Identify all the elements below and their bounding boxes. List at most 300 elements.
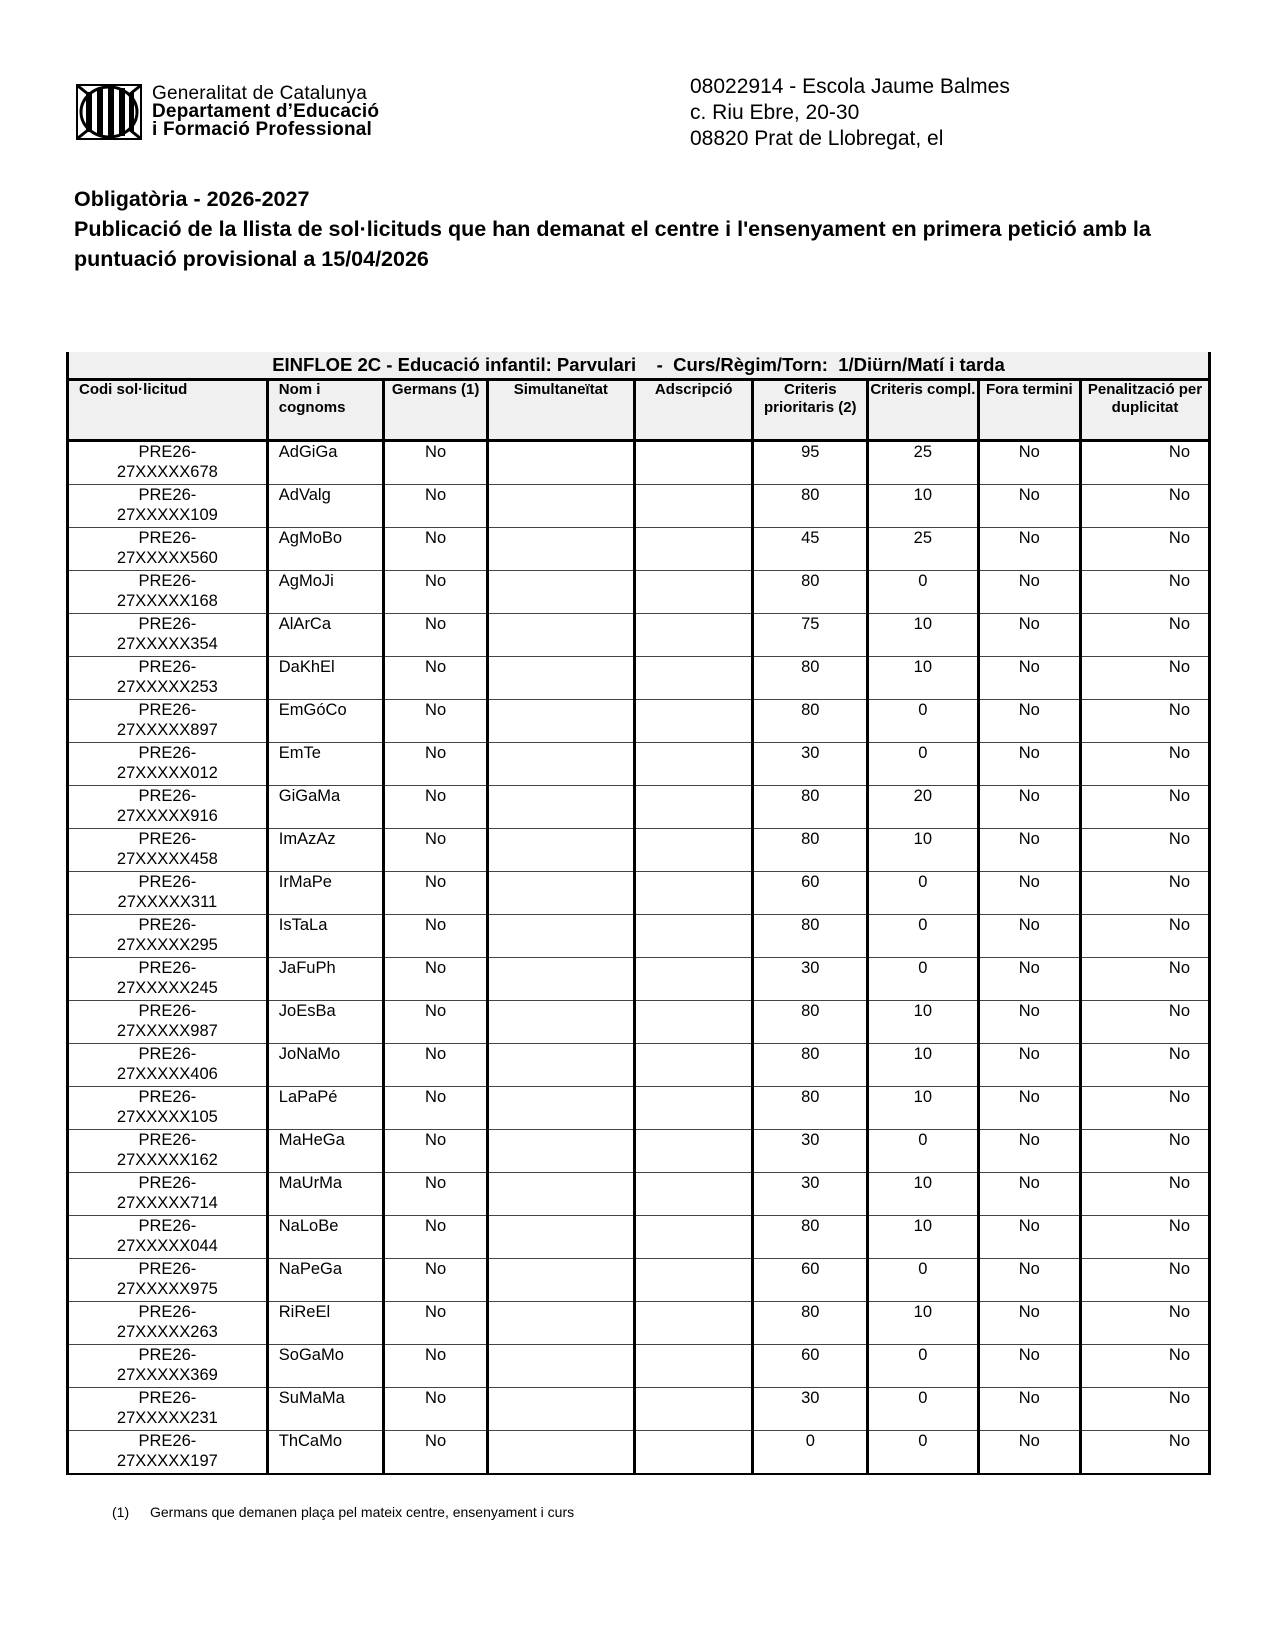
complementary-criteria-cell: 10 <box>868 485 979 528</box>
code-cell <box>68 1302 268 1345</box>
school-street: c. Riu Ebre, 20-30 <box>690 101 860 124</box>
code-part-2: 27XXXXX012 <box>116 764 218 782</box>
simultaneity-cell <box>487 528 634 571</box>
code-part-1: PRE26- <box>138 1131 197 1149</box>
code-part-1: PRE26- <box>138 1088 197 1106</box>
table-row <box>68 1302 1210 1345</box>
code-part-2: 27XXXXX678 <box>116 463 218 481</box>
simultaneity-cell <box>487 1345 634 1388</box>
complementary-criteria-cell: 0 <box>868 1345 979 1388</box>
late-cell: No <box>978 1044 1080 1087</box>
code-cell <box>68 528 268 571</box>
column-header-priority-criteria: Criteris prioritaris (2) <box>753 380 868 441</box>
late-cell: No <box>978 528 1080 571</box>
siblings-cell: No <box>384 700 487 743</box>
complementary-criteria-cell: 0 <box>868 571 979 614</box>
table-row <box>68 571 1210 614</box>
duplicate-penalty-cell: No <box>1081 1259 1210 1302</box>
name-cell: IsTaLa <box>267 915 384 958</box>
table-row <box>68 1345 1210 1388</box>
name-cell: NaLoBe <box>267 1216 384 1259</box>
code-part-2: 27XXXXX231 <box>116 1409 218 1427</box>
priority-criteria-cell: 80 <box>753 485 868 528</box>
siblings-cell: No <box>384 1345 487 1388</box>
code-part-1: PRE26- <box>138 615 197 633</box>
code-part-1: PRE26- <box>138 1045 197 1063</box>
priority-criteria-cell: 30 <box>753 958 868 1001</box>
simultaneity-cell <box>487 571 634 614</box>
simultaneity-cell <box>487 829 634 872</box>
duplicate-penalty-cell: No <box>1081 1044 1210 1087</box>
name-cell: DaKhEl <box>267 657 384 700</box>
late-cell: No <box>978 1173 1080 1216</box>
duplicate-penalty-cell: No <box>1081 1345 1210 1388</box>
complementary-criteria-cell: 0 <box>868 1130 979 1173</box>
code-part-2: 27XXXXX253 <box>116 678 218 696</box>
name-cell: RiReEl <box>267 1302 384 1345</box>
late-cell: No <box>978 1345 1080 1388</box>
adscription-cell <box>634 915 753 958</box>
priority-criteria-cell: 80 <box>753 786 868 829</box>
siblings-cell: No <box>384 1302 487 1345</box>
priority-criteria-cell: 30 <box>753 1388 868 1431</box>
code-cell <box>68 1173 268 1216</box>
code-part-1: PRE26- <box>138 1303 197 1321</box>
code-part-2: 27XXXXX197 <box>116 1452 218 1470</box>
simultaneity-cell <box>487 958 634 1001</box>
name-cell: SoGaMo <box>267 1345 384 1388</box>
simultaneity-cell <box>487 1173 634 1216</box>
siblings-cell: No <box>384 1173 487 1216</box>
code-cell <box>68 485 268 528</box>
simultaneity-cell <box>487 872 634 915</box>
late-cell: No <box>978 1302 1080 1345</box>
simultaneity-cell <box>487 1130 634 1173</box>
code-cell <box>68 915 268 958</box>
code-part-1: PRE26- <box>138 1432 197 1450</box>
code-part-1: PRE26- <box>138 1002 197 1020</box>
code-part-2: 27XXXXX406 <box>116 1065 218 1083</box>
priority-criteria-cell: 80 <box>753 700 868 743</box>
priority-criteria-cell: 30 <box>753 743 868 786</box>
priority-criteria-cell: 60 <box>753 1259 868 1302</box>
code-cell <box>68 1431 268 1475</box>
name-cell: EmGóCo <box>267 700 384 743</box>
simultaneity-cell <box>487 614 634 657</box>
complementary-criteria-cell: 10 <box>868 1216 979 1259</box>
siblings-cell: No <box>384 1431 487 1475</box>
siblings-cell: No <box>384 571 487 614</box>
name-cell: MaHeGa <box>267 1130 384 1173</box>
late-cell: No <box>978 441 1080 485</box>
priority-criteria-cell: 80 <box>753 1302 868 1345</box>
priority-criteria-cell: 45 <box>753 528 868 571</box>
duplicate-penalty-cell: No <box>1081 872 1210 915</box>
code-part-1: PRE26- <box>138 830 197 848</box>
simultaneity-cell <box>487 1302 634 1345</box>
code-part-2: 27XXXXX369 <box>116 1366 218 1384</box>
priority-criteria-cell: 80 <box>753 657 868 700</box>
column-header-adscription: Adscripció <box>634 380 753 441</box>
complementary-criteria-cell: 10 <box>868 1001 979 1044</box>
footnote-number: (1) <box>112 1504 130 1520</box>
priority-criteria-cell: 80 <box>753 1044 868 1087</box>
applications-table <box>66 352 1211 1475</box>
code-cell <box>68 700 268 743</box>
simultaneity-cell <box>487 1431 634 1475</box>
duplicate-penalty-cell: No <box>1081 528 1210 571</box>
complementary-criteria-cell: 20 <box>868 786 979 829</box>
name-cell: MaUrMa <box>267 1173 384 1216</box>
adscription-cell <box>634 571 753 614</box>
priority-criteria-cell: 95 <box>753 441 868 485</box>
adscription-cell <box>634 1216 753 1259</box>
simultaneity-cell <box>487 1001 634 1044</box>
complementary-criteria-cell: 0 <box>868 1388 979 1431</box>
code-part-2: 27XXXXX560 <box>116 549 218 567</box>
late-cell: No <box>978 571 1080 614</box>
simultaneity-cell <box>487 657 634 700</box>
siblings-cell: No <box>384 1087 487 1130</box>
code-part-2: 27XXXXX263 <box>116 1323 218 1341</box>
code-part-1: PRE26- <box>138 744 197 762</box>
code-part-2: 27XXXXX714 <box>116 1194 218 1212</box>
simultaneity-cell <box>487 1216 634 1259</box>
code-part-1: PRE26- <box>138 486 197 504</box>
complementary-criteria-cell: 10 <box>868 657 979 700</box>
table-row <box>68 1130 1210 1173</box>
school-name: 08022914 - Escola Jaume Balmes <box>690 75 1010 98</box>
late-cell: No <box>978 829 1080 872</box>
simultaneity-cell <box>487 485 634 528</box>
priority-criteria-cell: 80 <box>753 1216 868 1259</box>
late-cell: No <box>978 1130 1080 1173</box>
code-part-2: 27XXXXX168 <box>116 592 218 610</box>
name-cell: IrMaPe <box>267 872 384 915</box>
code-part-2: 27XXXXX162 <box>116 1151 218 1169</box>
name-cell: AgMoJi <box>267 571 384 614</box>
simultaneity-cell <box>487 1388 634 1431</box>
table-row <box>68 1216 1210 1259</box>
code-part-1: PRE26- <box>138 701 197 719</box>
priority-criteria-cell: 80 <box>753 1087 868 1130</box>
simultaneity-cell <box>487 1259 634 1302</box>
generalitat-emblem-icon <box>76 84 142 140</box>
code-part-1: PRE26- <box>138 658 197 676</box>
name-cell: JoEsBa <box>267 1001 384 1044</box>
logo-generalitat-text: Generalitat de Catalunya <box>152 83 367 104</box>
code-cell <box>68 1259 268 1302</box>
priority-criteria-cell: 75 <box>753 614 868 657</box>
name-cell: ImAzAz <box>267 829 384 872</box>
table-row <box>68 1087 1210 1130</box>
school-info <box>690 74 1010 152</box>
code-cell <box>68 1044 268 1087</box>
adscription-cell <box>634 1087 753 1130</box>
complementary-criteria-cell: 0 <box>868 1431 979 1475</box>
simultaneity-cell <box>487 1087 634 1130</box>
duplicate-penalty-cell: No <box>1081 743 1210 786</box>
complementary-criteria-cell: 0 <box>868 872 979 915</box>
complementary-criteria-cell: 0 <box>868 915 979 958</box>
school-city: 08820 Prat de Llobregat, el <box>690 127 944 150</box>
code-part-1: PRE26- <box>138 1174 197 1192</box>
code-part-2: 27XXXXX109 <box>116 506 218 524</box>
priority-criteria-cell: 0 <box>753 1431 868 1475</box>
siblings-cell: No <box>384 1130 487 1173</box>
adscription-cell <box>634 1431 753 1475</box>
adscription-cell <box>634 1130 753 1173</box>
siblings-cell: No <box>384 657 487 700</box>
duplicate-penalty-cell: No <box>1081 958 1210 1001</box>
duplicate-penalty-cell: No <box>1081 485 1210 528</box>
priority-criteria-cell: 30 <box>753 1173 868 1216</box>
code-cell <box>68 872 268 915</box>
siblings-cell: No <box>384 441 487 485</box>
siblings-cell: No <box>384 786 487 829</box>
code-cell <box>68 614 268 657</box>
adscription-cell <box>634 657 753 700</box>
code-cell <box>68 1001 268 1044</box>
duplicate-penalty-cell: No <box>1081 1216 1210 1259</box>
simultaneity-cell <box>487 1044 634 1087</box>
adscription-cell <box>634 872 753 915</box>
footnote <box>112 1504 574 1520</box>
table-row <box>68 1259 1210 1302</box>
name-cell: NaPeGa <box>267 1259 384 1302</box>
table-row <box>68 1431 1210 1475</box>
code-part-1: PRE26- <box>138 873 197 891</box>
code-cell <box>68 571 268 614</box>
complementary-criteria-cell: 25 <box>868 441 979 485</box>
siblings-cell: No <box>384 1216 487 1259</box>
priority-criteria-cell: 80 <box>753 915 868 958</box>
adscription-cell <box>634 1302 753 1345</box>
complementary-criteria-cell: 0 <box>868 743 979 786</box>
adscription-cell <box>634 743 753 786</box>
priority-criteria-cell: 80 <box>753 829 868 872</box>
duplicate-penalty-cell: No <box>1081 829 1210 872</box>
table-body <box>68 441 1210 1475</box>
column-header-complementary-criteria: Criteris compl. <box>868 380 979 441</box>
simultaneity-cell <box>487 700 634 743</box>
duplicate-penalty-cell: No <box>1081 1087 1210 1130</box>
complementary-criteria-cell: 0 <box>868 958 979 1001</box>
column-header-code: Codi sol·licitud <box>68 380 268 441</box>
table-row <box>68 958 1210 1001</box>
late-cell: No <box>978 1001 1080 1044</box>
siblings-cell: No <box>384 829 487 872</box>
generalitat-logo <box>76 84 379 140</box>
late-cell: No <box>978 1388 1080 1431</box>
code-part-1: PRE26- <box>138 443 197 461</box>
code-part-2: 27XXXXX987 <box>116 1022 218 1040</box>
complementary-criteria-cell: 10 <box>868 1087 979 1130</box>
adscription-cell <box>634 786 753 829</box>
column-header-simultaneity: Simultaneïtat <box>487 380 634 441</box>
siblings-cell: No <box>384 1001 487 1044</box>
siblings-cell: No <box>384 1388 487 1431</box>
name-cell: AlArCa <box>267 614 384 657</box>
name-cell: LaPaPé <box>267 1087 384 1130</box>
column-header-name: Nom i cognoms <box>267 380 384 441</box>
code-cell <box>68 1130 268 1173</box>
code-cell <box>68 1388 268 1431</box>
code-part-1: PRE26- <box>138 1260 197 1278</box>
simultaneity-cell <box>487 786 634 829</box>
siblings-cell: No <box>384 872 487 915</box>
late-cell: No <box>978 657 1080 700</box>
code-cell <box>68 1087 268 1130</box>
duplicate-penalty-cell: No <box>1081 657 1210 700</box>
siblings-cell: No <box>384 915 487 958</box>
siblings-cell: No <box>384 743 487 786</box>
column-header-duplicate-penalty: Penalització per duplicitat <box>1081 380 1210 441</box>
logo-department-text-2: i Formació Professional <box>152 119 372 140</box>
document-title: Obligatòria - 2026-2027 <box>74 187 310 211</box>
adscription-cell <box>634 614 753 657</box>
complementary-criteria-cell: 0 <box>868 1259 979 1302</box>
code-part-1: PRE26- <box>138 529 197 547</box>
code-part-2: 27XXXXX975 <box>116 1280 218 1298</box>
name-cell: AdGiGa <box>267 441 384 485</box>
siblings-cell: No <box>384 528 487 571</box>
duplicate-penalty-cell: No <box>1081 786 1210 829</box>
late-cell: No <box>978 1216 1080 1259</box>
duplicate-penalty-cell: No <box>1081 1302 1210 1345</box>
code-cell <box>68 441 268 485</box>
adscription-cell <box>634 700 753 743</box>
complementary-criteria-cell: 25 <box>868 528 979 571</box>
code-part-2: 27XXXXX044 <box>116 1237 218 1255</box>
table-row <box>68 1388 1210 1431</box>
name-cell: JaFuPh <box>267 958 384 1001</box>
code-part-2: 27XXXXX354 <box>116 635 218 653</box>
table-row <box>68 528 1210 571</box>
simultaneity-cell <box>487 915 634 958</box>
table-row <box>68 829 1210 872</box>
table-row <box>68 1001 1210 1044</box>
table-row <box>68 915 1210 958</box>
code-part-2: 27XXXXX245 <box>116 979 218 997</box>
table-row <box>68 872 1210 915</box>
document-titles <box>74 184 1194 274</box>
adscription-cell <box>634 958 753 1001</box>
table-row <box>68 485 1210 528</box>
code-part-1: PRE26- <box>138 916 197 934</box>
duplicate-penalty-cell: No <box>1081 1431 1210 1475</box>
name-cell: AgMoBo <box>267 528 384 571</box>
duplicate-penalty-cell: No <box>1081 700 1210 743</box>
complementary-criteria-cell: 10 <box>868 1044 979 1087</box>
adscription-cell <box>634 829 753 872</box>
table-row <box>68 657 1210 700</box>
footnote-text: Germans que demanen plaça pel mateix centre, ensenyament i curs <box>150 1504 575 1520</box>
code-part-2: 27XXXXX311 <box>117 893 218 911</box>
code-part-1: PRE26- <box>138 1389 197 1407</box>
table-row <box>68 786 1210 829</box>
siblings-cell: No <box>384 1044 487 1087</box>
late-cell: No <box>978 958 1080 1001</box>
priority-criteria-cell: 60 <box>753 1345 868 1388</box>
code-part-2: 27XXXXX105 <box>116 1108 218 1126</box>
siblings-cell: No <box>384 1259 487 1302</box>
code-cell <box>68 786 268 829</box>
name-cell: JoNaMo <box>267 1044 384 1087</box>
code-part-1: PRE26- <box>138 787 197 805</box>
code-cell <box>68 1216 268 1259</box>
complementary-criteria-cell: 0 <box>868 700 979 743</box>
late-cell: No <box>978 915 1080 958</box>
adscription-cell <box>634 1259 753 1302</box>
adscription-cell <box>634 1345 753 1388</box>
name-cell: EmTe <box>267 743 384 786</box>
late-cell: No <box>978 485 1080 528</box>
duplicate-penalty-cell: No <box>1081 1130 1210 1173</box>
adscription-cell <box>634 1044 753 1087</box>
complementary-criteria-cell: 10 <box>868 614 979 657</box>
late-cell: No <box>978 872 1080 915</box>
column-header-late: Fora termini <box>978 380 1080 441</box>
name-cell: GiGaMa <box>267 786 384 829</box>
siblings-cell: No <box>384 485 487 528</box>
adscription-cell <box>634 441 753 485</box>
name-cell: ThCaMo <box>267 1431 384 1475</box>
complementary-criteria-cell: 10 <box>868 829 979 872</box>
logo-department-text: Departament d’Educació <box>152 101 380 122</box>
table-row <box>68 441 1210 485</box>
duplicate-penalty-cell: No <box>1081 614 1210 657</box>
table-caption: EINFLOE 2C - Educació infantil: Parvulari - Curs/Règim/Torn: 1/Diürn/Matí i tarda <box>68 352 1210 380</box>
code-part-2: 27XXXXX916 <box>116 807 218 825</box>
code-part-1: PRE26- <box>138 572 197 590</box>
late-cell: No <box>978 1259 1080 1302</box>
name-cell: SuMaMa <box>267 1388 384 1431</box>
adscription-cell <box>634 485 753 528</box>
code-cell <box>68 743 268 786</box>
column-header-siblings: Germans (1) <box>384 380 487 441</box>
duplicate-penalty-cell: No <box>1081 1173 1210 1216</box>
late-cell: No <box>978 700 1080 743</box>
priority-criteria-cell: 80 <box>753 571 868 614</box>
late-cell: No <box>978 1087 1080 1130</box>
late-cell: No <box>978 786 1080 829</box>
table-row <box>68 743 1210 786</box>
adscription-cell <box>634 1001 753 1044</box>
adscription-cell <box>634 528 753 571</box>
simultaneity-cell <box>487 743 634 786</box>
table-row <box>68 614 1210 657</box>
table-row <box>68 1173 1210 1216</box>
code-cell <box>68 657 268 700</box>
document-subtitle: Publicació de la llista de sol·licituds que han demanat el centre i l'ensenyament en primera petició amb la puntuació provisional a 15/04/2026 <box>74 217 1151 271</box>
duplicate-penalty-cell: No <box>1081 1001 1210 1044</box>
duplicate-penalty-cell: No <box>1081 441 1210 485</box>
adscription-cell <box>634 1173 753 1216</box>
code-cell <box>68 958 268 1001</box>
priority-criteria-cell: 60 <box>753 872 868 915</box>
table-row <box>68 1044 1210 1087</box>
name-cell: AdValg <box>267 485 384 528</box>
priority-criteria-cell: 80 <box>753 1001 868 1044</box>
siblings-cell: No <box>384 614 487 657</box>
code-part-1: PRE26- <box>138 959 197 977</box>
late-cell: No <box>978 743 1080 786</box>
late-cell: No <box>978 1431 1080 1475</box>
code-part-1: PRE26- <box>138 1217 197 1235</box>
adscription-cell <box>634 1388 753 1431</box>
late-cell: No <box>978 614 1080 657</box>
